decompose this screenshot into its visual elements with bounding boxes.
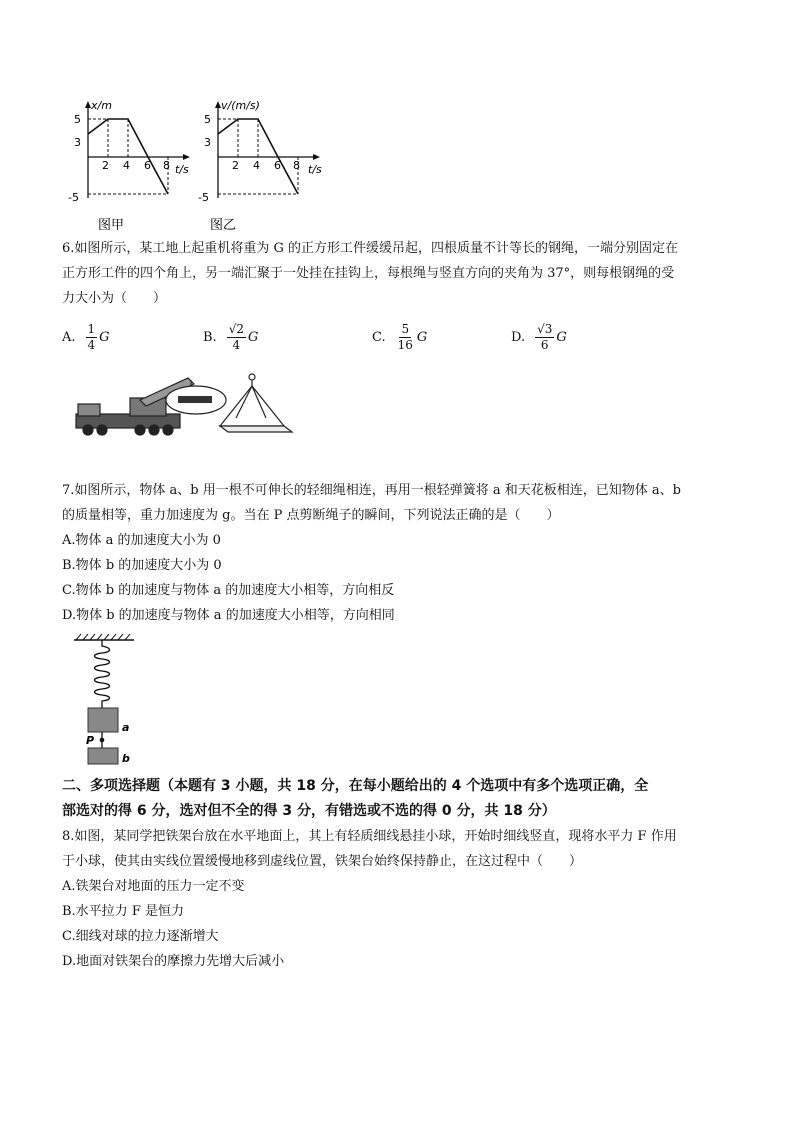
pyramid-workpiece bbox=[220, 374, 292, 432]
q7-line-1: 7.如图所示，物体 a、b 用一根不可伸长的轻细绳相连，再用一根轻弹簧将 a 和天花板相连，已知物体 a、b bbox=[62, 483, 681, 498]
spring bbox=[95, 640, 110, 708]
crane-wheel-1 bbox=[83, 425, 93, 435]
q6-option-a-den: 4 bbox=[87, 338, 96, 352]
q6-option-c-fraction bbox=[396, 322, 415, 353]
graph-a-y-label: x/m bbox=[91, 99, 112, 112]
graph-b-xtick-8: 8 bbox=[293, 159, 300, 172]
q6-option-c-den: 16 bbox=[397, 338, 413, 352]
q8-stem bbox=[62, 824, 742, 974]
label-b: b bbox=[122, 752, 130, 765]
bubble-workpiece bbox=[178, 396, 212, 403]
q6-option-d-var: G bbox=[556, 330, 567, 345]
label-p: P bbox=[86, 734, 95, 747]
graph-b bbox=[198, 99, 322, 230]
q6-option-c-num: 5 bbox=[401, 322, 410, 336]
q8-option-d[interactable]: D.地面对铁架台的摩擦力先增大后减小 bbox=[62, 954, 285, 969]
graph-b-caption: 图乙 bbox=[210, 218, 237, 230]
q6-option-a-num: 1 bbox=[87, 322, 96, 336]
q6-option-d-letter: D. bbox=[511, 330, 526, 345]
graph-b-xtick-4: 4 bbox=[253, 159, 260, 172]
label-a: a bbox=[122, 721, 130, 734]
graph-a-xtick-2: 2 bbox=[102, 159, 109, 172]
point-p bbox=[100, 738, 105, 743]
graph-a-x-label: t/s bbox=[175, 163, 189, 176]
top-graphs bbox=[60, 95, 350, 230]
graph-b-xtick-6: 6 bbox=[274, 159, 281, 172]
pyramid-rope-back-left bbox=[236, 386, 252, 418]
crane-wheel-2 bbox=[97, 425, 107, 435]
q6-line-1: 6.如图所示，某工地上起重机将重为 G 的正方形工件缓缓吊起，四根质量不计等长的钢绳，一端分别固定在 bbox=[62, 241, 679, 256]
q6-option-a[interactable] bbox=[62, 322, 110, 353]
graph-b-y-label: v/(m/s) bbox=[221, 99, 260, 112]
q6-option-b-den: 4 bbox=[232, 338, 241, 352]
q6-option-d-den: 6 bbox=[540, 338, 549, 352]
graph-a-caption: 图甲 bbox=[98, 218, 125, 230]
graph-a-ytick-3: 3 bbox=[74, 136, 81, 149]
q8-line-1: 8.如图，某同学把铁架台放在水平地面上，其上有轻质细线悬挂小球，开始时细线竖直，现将水平力 F 作用 bbox=[62, 829, 677, 844]
graph-b-x-arrow bbox=[313, 154, 320, 160]
hook-icon bbox=[249, 374, 255, 380]
q7-stem bbox=[62, 478, 742, 628]
q6-option-b-num: √2 bbox=[228, 322, 244, 336]
q7-option-b[interactable]: B.物体 b 的加速度大小为 0 bbox=[62, 558, 222, 573]
q7-option-d[interactable]: D.物体 b 的加速度与物体 a 的加速度大小相等，方向相同 bbox=[62, 608, 395, 623]
graph-b-x-label: t/s bbox=[308, 163, 322, 176]
crane-illustration bbox=[70, 370, 300, 442]
q6-option-c[interactable] bbox=[372, 322, 427, 353]
q7-option-a[interactable]: A.物体 a 的加速度大小为 0 bbox=[62, 533, 221, 548]
ceiling-hatching bbox=[76, 634, 130, 640]
graph-b-ytick-3: 3 bbox=[204, 136, 211, 149]
q6-line-2: 正方形工件的四个角上，另一端汇聚于一处挂在挂钩上，每根绳与竖直方向的夹角为 37°，则每根钢绳的受 bbox=[62, 266, 675, 281]
q6-option-b-letter: B. bbox=[203, 330, 217, 345]
speech-bubble bbox=[166, 386, 226, 414]
graph-a-ytick-neg5: -5 bbox=[68, 191, 79, 204]
q7-line-2: 的质量相等，重力加速度为 g。当在 P 点剪断绳子的瞬间，下列说法正确的是（ ） bbox=[62, 508, 560, 523]
graph-a bbox=[68, 99, 190, 230]
q6-option-b[interactable] bbox=[203, 322, 258, 353]
q6-option-b-fraction bbox=[227, 322, 246, 353]
block-a bbox=[88, 708, 118, 732]
section-2-line-2: 部选对的得 6 分，选对但不全的得 3 分，有错选或不选的得 0 分，共 18 分） bbox=[62, 803, 556, 819]
q6-option-a-fraction bbox=[86, 322, 98, 353]
q6-option-d-num: √3 bbox=[537, 322, 553, 336]
q6-line-3: 力大小为（ ） bbox=[62, 291, 167, 306]
crane-wheel-3 bbox=[135, 425, 145, 435]
q6-option-a-var: G bbox=[99, 330, 110, 345]
q6-option-a-letter: A. bbox=[62, 330, 76, 345]
q6-option-c-letter: C. bbox=[372, 330, 386, 345]
q6-option-d-fraction bbox=[535, 322, 554, 353]
crane-wheel-4 bbox=[149, 425, 159, 435]
pyramid-rope-back-right bbox=[252, 386, 266, 418]
q6-option-c-var: G bbox=[416, 330, 428, 345]
pyramid-base-plate bbox=[220, 426, 292, 432]
q8-option-b[interactable]: B.水平拉力 F 是恒力 bbox=[62, 904, 184, 919]
q8-line-2: 于小球，使其由实线位置缓慢地移到虚线位置，铁架台始终保持静止，在这过程中（ ） bbox=[62, 854, 583, 869]
graph-b-xtick-2: 2 bbox=[232, 159, 239, 172]
q6-stem bbox=[62, 236, 742, 311]
pyramid-ropes-front bbox=[220, 386, 284, 426]
graph-a-xtick-8: 8 bbox=[163, 159, 170, 172]
q8-option-c[interactable]: C.细线对球的拉力逐渐增大 bbox=[62, 929, 219, 944]
q8-option-a[interactable]: A.铁架台对地面的压力一定不变 bbox=[62, 879, 245, 894]
graph-a-xtick-4: 4 bbox=[123, 159, 130, 172]
block-b bbox=[88, 748, 118, 764]
graph-b-ytick-5: 5 bbox=[204, 113, 211, 126]
q6-option-d[interactable] bbox=[511, 322, 567, 353]
q6-option-b-var: G bbox=[247, 330, 259, 345]
section-2-line-1: 二、多项选择题（本题有 3 小题，共 18 分，在每小题给出的 4 个选项中有多个选项正确，全 bbox=[62, 778, 649, 794]
crane-truck-cab bbox=[78, 404, 100, 416]
spring-diagram bbox=[70, 632, 150, 770]
graph-a-xtick-6: 6 bbox=[144, 159, 151, 172]
graph-b-ytick-neg5: -5 bbox=[198, 191, 209, 204]
graph-a-x-arrow bbox=[183, 154, 190, 160]
graph-a-ytick-5: 5 bbox=[74, 113, 81, 126]
crane-wheel-5 bbox=[163, 425, 173, 435]
section-2-heading bbox=[62, 774, 742, 824]
q7-option-c[interactable]: C.物体 b 的加速度与物体 a 的加速度大小相等，方向相反 bbox=[62, 583, 395, 598]
